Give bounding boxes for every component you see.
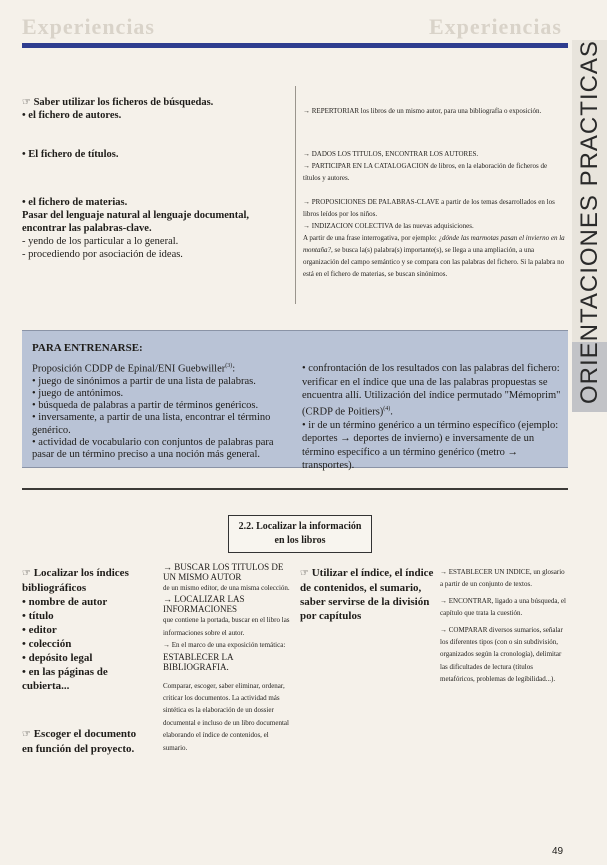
- col-b-2-text: que contiene la portada, buscar en el libro las informaciones sobre el autor.: [163, 616, 290, 637]
- pointing-hand-icon: ☞: [22, 729, 31, 740]
- row1-heading: Saber utilizar los ficheros de búsquedas.: [33, 97, 214, 108]
- column-divider: [295, 86, 296, 304]
- training-right-2: • ir de un término genérico a un término específico (ejemplo: deportes → deportes de invierno) e inversamente de un término específico a un término genérico (metro → transportes).: [302, 419, 559, 471]
- row1-left: [22, 96, 287, 122]
- page-number: 49: [552, 846, 564, 857]
- col-c-heading: Utilizar el índice, el índice de contenidos, el sumario, saber servirse de la división por capítulos: [300, 567, 434, 622]
- row3-right-3: A partir de una frase interrogativa, por ejemplo: ¿dónde las marmotas pasan el invierno en la montaña?, se busca la(s) palabra(s) importante(s), se llega a una ampliación, a una organización del campo semántico y se compara con las palabras del fichero. Si la palabra no está en el fichero de materias, se buscan sinónimos.: [303, 234, 565, 278]
- row3-right-1: → PROPOSICIONES DE PALABRAS-CLAVE a partir de los temas desarrollados en los libros leídos por los niños.: [303, 198, 555, 218]
- section-title-line1: 2.2. Localizar la información: [238, 521, 362, 532]
- ghost-header-right: Experiencias: [429, 14, 562, 39]
- list-item: • título: [22, 610, 54, 622]
- training-left: Proposición CDDP de Epinal/ENI Guebwiller$^{(3)}$: • juego de sinónimos a partir de una lista de palabras. • juego de antónimos. • búsqueda de palabras a partir de términos genéricos. • inversamente, a partir de una lista, encontrar el término genérico. • actividad de vocabulario con conjuntos de palabras para pasar de un término preciso a una noción más general.: [32, 360, 282, 461]
- row2-right-1: → DADOS LOS TITULOS, ENCONTRAR LOS AUTORES.: [303, 150, 479, 158]
- training-item: • juego de sinónimos a partir de una lista de palabras.: [32, 375, 256, 387]
- col-b-3-text: → En el marco de una exposición temática:: [163, 641, 286, 650]
- list-item: • editor: [22, 624, 57, 636]
- section-title-box: [228, 515, 372, 553]
- training-right: • confrontación de los resultados con las palabras del fichero: verificar en el índice que una de las palabras propuestas se encuentra allí. Utilización del índice permutado "Mémoprim" (CRDP de Poitiers)$^{(4)}$. • ir de un término genérico a un término específico (ejemplo: deportes → deportes de invierno) e inversamente de un término específico a un término genérico (metro → transportes).: [302, 362, 564, 473]
- list-item: • colección: [22, 638, 72, 650]
- list-item: • nombre de autor: [22, 596, 108, 608]
- training-title: PARA ENTRENARSE:: [32, 342, 143, 354]
- bottom-col-b: [163, 562, 291, 754]
- side-tab-label: ORIENTACIONES PRACTICAS: [576, 40, 603, 404]
- training-intro: Proposición CDDP de Epinal/ENI Guebwiller: [32, 363, 226, 375]
- row3-right: [303, 196, 565, 280]
- section-title-line2: en los libros: [274, 535, 326, 546]
- row2-right-2: → PARTICIPAR EN LA CATALOGACION de libros, en la elaboración de ficheros de títulos y autores.: [303, 162, 548, 182]
- training-item: • actividad de vocabulario con conjuntos de palabras para pasar de un término preciso a una noción más general.: [32, 436, 274, 460]
- col-b-1-title: → BUSCAR LOS TITULOS DE UN MISMO AUTOR: [163, 562, 284, 582]
- row3-sub1: - yendo de los particular a lo general.: [22, 236, 179, 247]
- row3-item: • el fichero de materias.: [22, 197, 128, 208]
- pointing-hand-icon: ☞: [22, 568, 31, 579]
- row3-sub2: - procediendo por asociación de ideas.: [22, 249, 183, 260]
- row2-right: [303, 148, 565, 184]
- ghost-header-left: Experiencias: [22, 14, 155, 39]
- list-item: • depósito legal: [22, 652, 93, 664]
- col-d-3: → COMPARAR diversos sumarios, señalar los diferentes tipos (con o sin subdivisión, organizados según la cronología), delimitar las dificultades de lectura (títulos metafóricos, problemas de legibilidad...).: [440, 625, 563, 684]
- training-right-1: • confrontación de los resultados con las palabras del fichero: verificar en el índice que una de las palabras propuestas se encuentra allí. Utilización del índice permutado "Mémoprim" (CRDP de Poitiers): [302, 363, 561, 417]
- col-b-1-text: de un mismo editor, de una misma colección.: [163, 584, 290, 592]
- bottom-col-d: [440, 566, 568, 686]
- col-b-2-title: → LOCALIZAR LAS INFORMACIONES: [163, 594, 245, 615]
- training-item: • búsqueda de palabras a partir de términos genéricos.: [32, 400, 259, 412]
- col-a-heading2: Escoger el documento en función del proyecto.: [22, 728, 137, 755]
- row2-left: • El fichero de títulos.: [22, 149, 119, 160]
- col-d-2: → ENCONTRAR, ligado a una búsqueda, el capítulo que trata la cuestión.: [440, 596, 566, 618]
- pointing-hand-icon: ☞: [22, 97, 31, 108]
- col-b-3-title: ESTABLECER LA BIBLIOGRAFIA.: [163, 651, 234, 672]
- bottom-col-c: [300, 566, 435, 623]
- row3-bold: Pasar del lenguaje natural al lenguaje documental, encontrar las palabras-clave.: [22, 210, 250, 234]
- list-item: • en las páginas de cubierta...: [22, 666, 108, 692]
- section-rule: [22, 488, 568, 490]
- pointing-hand-icon: ☞: [300, 568, 309, 579]
- top-rule: [22, 43, 568, 48]
- col-a-heading: Localizar los índices bibliográficos: [22, 567, 129, 594]
- ghost-header: [22, 14, 562, 42]
- col-d-1: → ESTABLECER UN INDICE, un glosario a partir de un conjunto de textos.: [440, 568, 565, 589]
- bottom-col-a: [22, 566, 142, 756]
- col-b-4-text: Comparar, escoger, saber eliminar, ordenar, criticar los documentos. La actividad más sintética es la elaboración de un dossier documental e incluso de un libro documental elaborando el índice de contenidos, el sumario.: [163, 681, 289, 752]
- row1-item: • el fichero de autores.: [22, 110, 122, 121]
- training-item: • inversamente, a partir de una lista, encontrar el término genérico.: [32, 412, 271, 436]
- row1-right: → REPERTORIAR los libros de un mismo autor, para una bibliografía o exposición.: [303, 107, 542, 115]
- row3-left: [22, 196, 290, 261]
- row3-right-2: → INDIZACION COLECTIVA de las nuevas adquisiciones.: [303, 222, 474, 230]
- training-item: • juego de antónimos.: [32, 387, 124, 399]
